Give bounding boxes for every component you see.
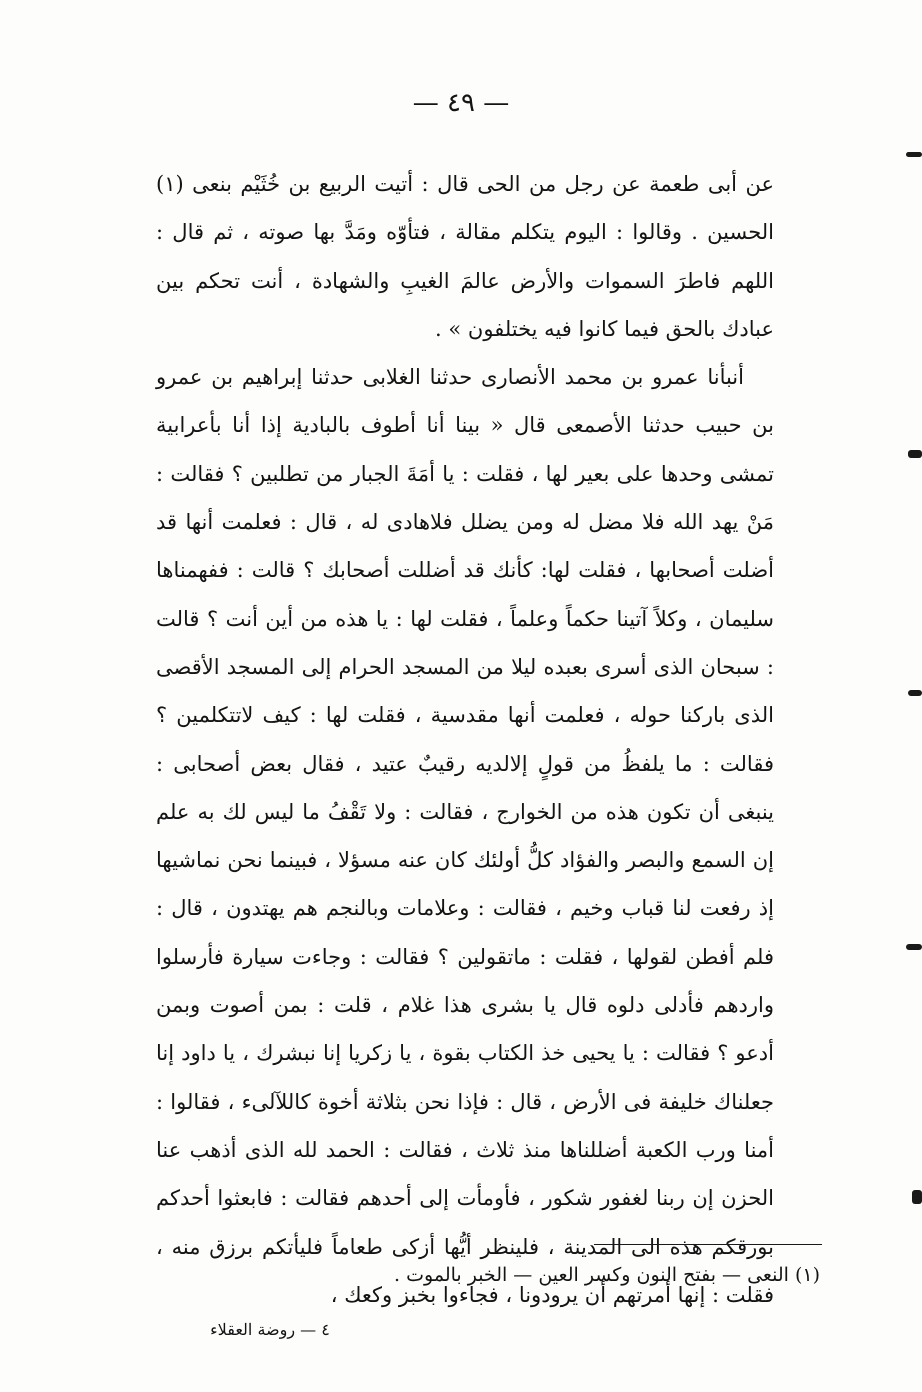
scan-mark	[908, 450, 922, 458]
page-number: — ٤٩ —	[412, 88, 510, 118]
signature-line: ٤ — روضة العقلاء	[210, 1320, 330, 1339]
scan-mark	[906, 152, 922, 157]
footnote-divider	[594, 1244, 822, 1245]
scan-mark	[908, 690, 922, 696]
footnote: (١) النعى — بفتح النون وكسر العين — الخبر بالموت .	[394, 1264, 820, 1286]
paragraph-1: عن أبى طعمة عن رجل من الحى قال : أتيت الربيع بن خُثَيْم بنعى (١) الحسين . وقالوا : اليوم يتكلم مقالة ، فتأوّه ومَدَّ بها صوته ، ثم قال : اللهم فاطرَ السموات والأرض عالمَ الغيبِ والشهادة ، أنت تحكم بين عبادك بالحق فيما كانوا فيه يختلفون » .	[156, 172, 774, 341]
scan-mark	[912, 1190, 922, 1204]
paragraph-2: أنبأنا عمرو بن محمد الأنصارى حدثنا الغلابى حدثنا إبراهيم بن عمرو بن حبيب حدثنا الأصمعى قال « بينا أنا أطوف بالبادية إذا أنا بأعرابية تمشى وحدها على بعير لها ، فقلت : يا أمَةَ الجبار من تطلبين ؟ فقالت : مَنْ يهد الله فلا مضل له ومن يضلل فلاهادى له ، قال : فعلمت أنها قد أضلت أصحابها ، فقلت لها: كأنك قد أضللت أصحابك ؟ قالت : ففهمناها سليمان ، وكلاً آتينا حكماً وعلماً ، فقلت لها : يا هذه من أين أنت ؟ قالت : سبحان الذى أسرى بعبده ليلا من المسجد الحرام إلى المسجد الأقصى الذى باركنا حوله ، فعلمت أنها مقدسية ، فقلت لها : كيف لاتتكلمين ؟ فقالت : ما يلفظُ من قولٍ إلالديه رقيبٌ عتيد ، فقال بعض أصحابى : ينبغى أن تكون هذه من الخوارج ، فقالت : ولا تَقْفُ ما ليس لك به علم إن السمع والبصر والفؤاد كلُّ أولئك كان عنه مسؤلا ، فبينما نحن نماشيها إذ رفعت لنا قباب وخيم ، فقالت : وعلامات وبالنجم هم يهتدون ، قال : فلم أفطن لقولها ، فقلت : ماتقولين ؟ فقالت : وجاءت سيارة فأرسلوا واردهم فأدلى دلوه قال يا بشرى هذا غلام ، قلت : بمن أصوت وبمن أدعو ؟ فقالت : يا يحيى خذ الكتاب بقوة ، يا زكريا إنا نبشرك ، يا داود إنا جعلناك خليفة فى الأرض ، قال : فإذا نحن بثلاثة أخوة كاللآلىء ، فقالوا : أمنا ورب الكعبة أضللناها منذ ثلاث ، فقالت : الحمد لله الذى أذهب عنا الحزن إن ربنا لغفور شكور ، فأومأت إلى أحدهم فقالت : فابعثوا أحدكم بورقكم هذه الى المدينة ، فلينظر أيُّها أزكى طعاماً فليأتكم برزق منه ، فقلت : إنها أمرتهم أن يرودونا ، فجاءوا بخبز وكعك ،	[156, 365, 774, 1307]
body-text	[156, 160, 774, 1319]
scan-mark	[906, 944, 922, 950]
